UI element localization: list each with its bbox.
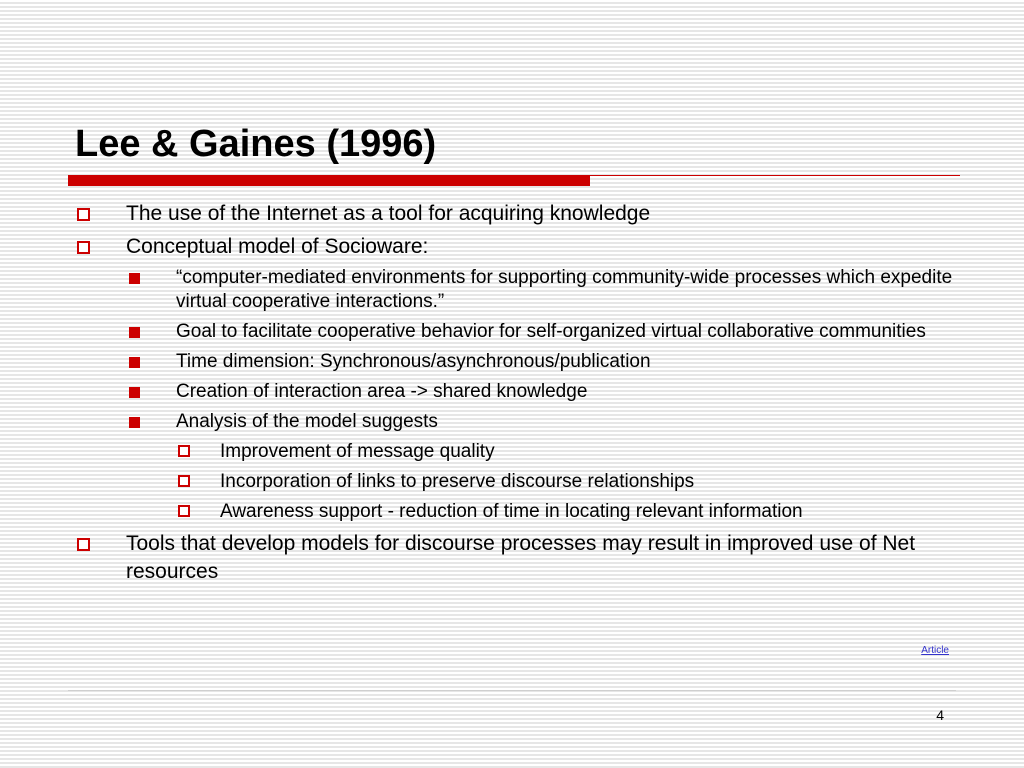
bullet-text: Tools that develop models for discourse processes may result in improved use of Net resources [126,532,916,583]
bullet-item-level-1 [75,233,955,261]
bullet-item-level-3 [75,500,955,524]
hollow-square-bullet-icon [77,208,90,221]
bullet-text: Conceptual model of Socioware: [126,235,429,258]
article-link[interactable]: Article [921,645,949,656]
filled-square-bullet-icon [129,357,140,368]
bullet-item-level-2 [75,350,955,374]
page-number: 4 [936,707,944,723]
title-rule-thin [590,175,960,176]
title-rule-thick [68,175,590,186]
bullet-item-level-1 [75,530,955,586]
bullet-text: Creation of interaction area -> shared knowledge [176,381,588,402]
bullet-item-level-2 [75,266,955,314]
bullet-text: Goal to facilitate cooperative behavior for self-organized virtual collaborative communities [176,321,926,342]
bullet-text: “computer-mediated environments for supporting community-wide processes which expedite virtual cooperative interactions.” [176,267,953,312]
title-rule [68,173,960,187]
hollow-square-bullet-icon [77,538,90,551]
hollow-square-bullet-icon [178,445,190,457]
bullet-item-level-2 [75,320,955,344]
bullet-text: Incorporation of links to preserve discourse relationships [220,471,695,492]
hollow-square-bullet-icon [178,505,190,517]
bullet-text: The use of the Internet as a tool for acquiring knowledge [126,202,651,225]
bullet-text: Awareness support - reduction of time in locating relevant information [220,501,803,522]
bullet-list [75,200,955,591]
bullet-item-level-1 [75,200,955,228]
slide-title: Lee & Gaines (1996) [75,123,437,165]
filled-square-bullet-icon [129,273,140,284]
bullet-item-level-2 [75,410,955,434]
bullet-item-level-3 [75,470,955,494]
footer-rule [68,690,956,691]
hollow-square-bullet-icon [77,241,90,254]
bullet-item-level-3 [75,440,955,464]
filled-square-bullet-icon [129,387,140,398]
bullet-text: Improvement of message quality [220,441,495,462]
bullet-item-level-2 [75,380,955,404]
hollow-square-bullet-icon [178,475,190,487]
bullet-text: Time dimension: Synchronous/asynchronous/publication [176,351,651,372]
filled-square-bullet-icon [129,417,140,428]
bullet-text: Analysis of the model suggests [176,411,438,432]
filled-square-bullet-icon [129,327,140,338]
